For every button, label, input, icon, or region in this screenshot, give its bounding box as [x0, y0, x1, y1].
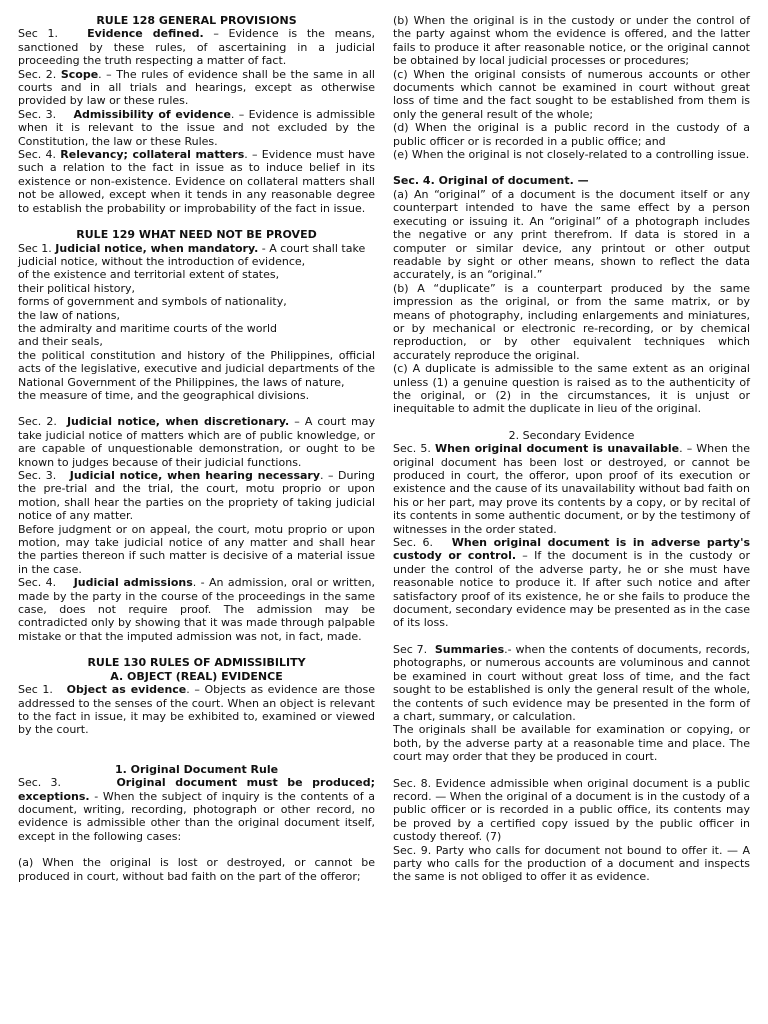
rule130-sec8: Sec. 8. Evidence admissible when original document is a public record. — When the original of a document is in the custody of a public officer or is recorded in a public office, its contents may be proved by a certified copy issued by the public officer in custody thereof. (7) [393, 776, 750, 844]
notice-list-item: the admiralty and maritime courts of the world [18, 321, 278, 335]
secondary-evidence-heading: 2. Secondary Evidence [508, 428, 635, 442]
rule-130-heading: RULE 130 RULES OF ADMISSIBILITY [87, 656, 306, 670]
exception-a: (a) When the original is lost or destroyed, or cannot be produced in court, without bad faith on the part of the offeror; [18, 856, 375, 883]
rule130-sec6: Sec. 6. When original document is in adverse party's custody or control. – If the document is in the custody or under the control of the adverse party, he or she must have reasonable notice to produce it. If after such notice and after satisfactory proof of its existence, he or she fails to produce the document, secondary evidence may be presented as in the case of its loss. [393, 536, 751, 630]
notice-list-item: their political history, [18, 281, 135, 295]
notice-list-item: forms of government and symbols of nationality, [18, 295, 287, 309]
section-title: Relevancy; collateral matters [60, 148, 245, 162]
section-title: Object as evidence [66, 683, 187, 697]
notice-list-item: and their seals, [18, 335, 103, 349]
rule-128-heading: RULE 128 GENERAL PROVISIONS [96, 14, 297, 27]
rule-129-heading: RULE 129 WHAT NEED NOT BE PROVED [76, 228, 317, 242]
rule130-sec3: Sec. 3. Original document must be produced; exceptions. - When the subject of inquiry is the contents of a document, writing, recording, photograph or other record, no evidence is admissible other than the original document itself, except in the following cases: [18, 776, 375, 843]
section-title: Judicial notice, when mandatory. [55, 241, 259, 255]
section-title: Original document must be produced; exceptions. [18, 776, 375, 803]
exception-c: (c) When the original consists of numerous accounts or other documents which cannot be examined in court without great loss of time and the fact sought to be established from them is only the general result of the whole; [393, 67, 750, 121]
rule129-sec1: Sec 1. Judicial notice, when mandatory. - A court shall take judicial notice, without the introduction of evidence, [18, 241, 366, 268]
rule129-sec4: Sec. 4. Judicial admissions. - An admission, oral or written, made by the party in the course of the proceedings in the same case, does not require proof. The admission may be contradicted only by showing that it was made through palpable mistake or that the imputed admission was not, in fact, made. [18, 576, 375, 643]
rule129-sec2: Sec. 2. Judicial notice, when discretionary. – A court may take judicial notice of matters which are of public knowledge, or are capable of unquestionable demonstration, or ought to be known to judges because of their judicial functions. [18, 415, 375, 469]
rule130-sec5: Sec. 5. When original document is unavailable. – When the original document has been lost or destroyed, or cannot be produced in court, the offeror, upon proof of its execution or existence and the cause of its unavailability without bad faith on his or her part, may prove its contents by a copy, or by recital of its contents in some authentic document, or by the testimony of witnesses in the order stated. [393, 442, 750, 536]
section-title: When original document is unavailable [434, 442, 680, 456]
section-title: Admissibility of evidence [73, 107, 231, 121]
left-column [18, 14, 375, 883]
rule130-sec7: Sec 7. Summaries.- when the contents of documents, records, photographs, or numerous accounts are voluminous and cannot be examined in court without great loss of time, and the fact sought to be established is only the general result of the whole, the contents of such evidence may be presented in the form of a chart, summary, or calculation. [393, 642, 750, 723]
sec4-para-c: (c) A duplicate is admissible to the same extent as an original unless (1) a genuine question is raised as to the authenticity of the original, or (2) in the circumstances, it is unjust or inequitable to admit the duplicate in lieu of the original. [393, 362, 750, 416]
rule130-sec1: Sec 1. Object as evidence. – Objects as evidence are those addressed to the senses of the court. When an object is relevant to the fact in issue, it may be exhibited to, examined or viewed by the court. [18, 683, 375, 737]
notice-list-last: the measure of time, and the geographical divisions. [18, 388, 310, 402]
exception-b: (b) When the original is in the custody or under the control of the party against whom the evidence is offered, and the latter fails to produce it after reasonable notice, or the original cannot be obtained by local judicial processes or procedures; [393, 14, 750, 68]
rule128-sec4: Sec. 4. Relevancy; collateral matters. – Evidence must have such a relation to the fact in issue as to induce belief in its existence or non-existence. Evidence on collateral matters shall not be allowed, except when it tends in any reasonable degree to establish the probability or improbability of the fact in issue. [18, 148, 375, 215]
sec4-para-b: (b) A “duplicate” is a counterpart produced by the same impression as the original, or from the same matrix, or by means of photography, including enlargements and miniatures, or by mechanical or electronic re-recording, or by chemical reproduction, or by other equivalent techniques which accurately reproduce the original. [393, 281, 750, 362]
section-title: Judicial notice, when discretionary. [66, 415, 290, 429]
right-column [393, 14, 750, 884]
rule129-sec3-para2: Before judgment or on appeal, the court, motu proprio or upon motion, may take judicial notice of any matter and shall hear the parties thereon if such matter is decisive of a material issue in the case. [18, 522, 375, 576]
exception-d: (d) When the original is a public record in the custody of a public officer or is recorded in a public office; and [393, 121, 750, 148]
sec7-para2: The originals shall be available for examination or copying, or both, by the adverse party at a reasonable time and place. The court may order that they be produced in court. [393, 723, 750, 764]
notice-list-item: the law of nations, [18, 308, 120, 322]
rule128-sec2: Sec. 2. Scope. – The rules of evidence shall be the same in all courts and in all trials and hearings, except as otherwise provided by law or these rules. [18, 67, 375, 108]
exception-e: (e) When the original is not closely-related to a controlling issue. [393, 148, 750, 162]
rule128-sec1: Sec 1. Evidence defined. – Evidence is the means, sanctioned by these rules, of ascertaining in a judicial proceeding the truth respecting a matter of fact. [18, 27, 376, 68]
rule128-sec3: Sec. 3. Admissibility of evidence. – Evidence is admissible when it is relevant to the issue and not excluded by the Constitution, the law or these Rules. [18, 107, 375, 148]
section-title: Evidence defined. [87, 27, 204, 41]
section-title: When original document is in adverse party's custody or control. [393, 536, 750, 563]
section-title: Judicial notice, when hearing necessary [69, 469, 321, 482]
rule129-sec3: Sec. 3. Judicial notice, when hearing necessary. – During the pre-trial and the trial, the court, motu proprio or upon motion, shall hear the parties on the propriety of taking judicial notice of any matter. [18, 469, 375, 523]
rule130-sec4-heading: Sec. 4. Original of document. — [393, 174, 589, 188]
rule130-sec9: Sec. 9. Party who calls for document not bound to offer it. — A party who calls for the production of a document and inspects the same is not obliged to offer it as evidence. [393, 843, 750, 884]
object-evidence-heading: A. OBJECT (REAL) EVIDENCE [110, 669, 283, 683]
section-title: Scope [60, 67, 99, 81]
sec4-para-a: (a) An “original” of a document is the document itself or any counterpart intended to have the same effect by a person executing or issuing it. An “original” of a photograph includes the negative or any print therefrom. If data is stored in a computer or similar device, any printout or other output readable by sight or other means, shown to reflect the data accurately, is an “original.” [393, 187, 750, 282]
notice-list-tail: the political constitution and history of the Philippines, official acts of the legislative, executive and judicial departments of the National Government of the Philippines, the laws of nature, [18, 348, 375, 389]
notice-list-item: of the existence and territorial extent of states, [18, 268, 280, 282]
section-title: Judicial admissions [73, 576, 193, 590]
original-document-rule-heading: 1. Original Document Rule [114, 762, 279, 776]
section-title: Summaries [434, 642, 505, 656]
